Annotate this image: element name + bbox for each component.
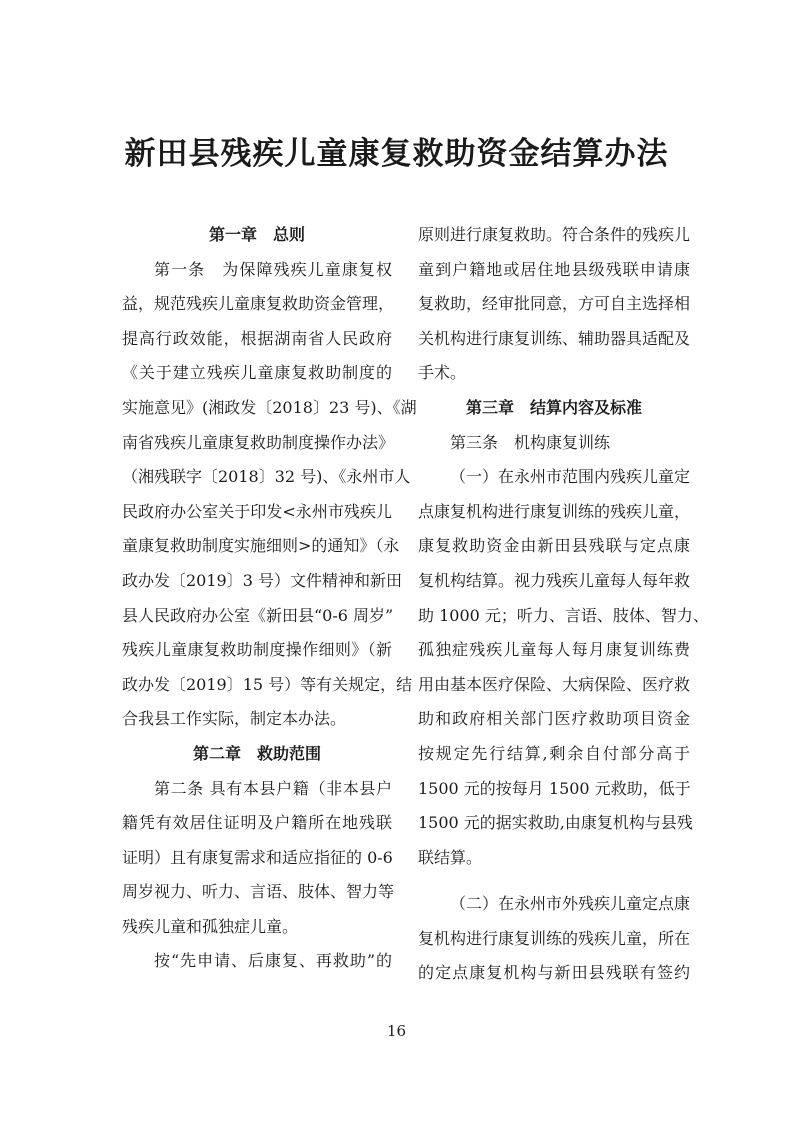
section-heading: 第三条 机构康复训练 <box>450 432 611 452</box>
text-line: 按“先申请、后康复、再救助”的 <box>154 951 392 971</box>
text-line: 孤独症残疾儿童每人每月康复训练费 <box>418 640 690 660</box>
text-line: 《关于建立残疾儿童康复救助制度的 <box>122 363 392 383</box>
text-line: 民政府办公室关于印发<永州市残疾儿 <box>122 501 392 521</box>
text-line: （二）在永州市外残疾儿童定点康 <box>450 894 691 914</box>
section-heading: 第二章 救助范围 <box>192 743 321 763</box>
text-line: 残疾儿童和孤独症儿童。 <box>122 916 299 936</box>
text-line: 复救助，经审批同意，方可自主选择相 <box>418 294 691 314</box>
text-line: 第一条 为保障残疾儿童康复权 <box>154 259 392 279</box>
left-text-column <box>122 218 417 979</box>
text-line: 县人民政府办公室《新田县“0-6 周岁” <box>122 605 394 625</box>
text-line: 籍凭有效居住证明及户籍所在地残联 <box>122 813 392 833</box>
text-line: 实施意见》(湘政发〔2018〕23 号)、《湖 <box>122 397 417 417</box>
text-line: 童到户籍地或居住地县级残联申请康 <box>418 259 690 279</box>
text-line: 政办发〔2019〕15 号）等有关规定，结 <box>122 674 413 694</box>
text-line: 提高行政效能，根据湖南省人民政府 <box>122 328 392 348</box>
text-line: 周岁视力、听力、言语、肢体、智力等 <box>122 882 395 902</box>
text-line: （湘残联字〔2018〕32 号)、《永州市人 <box>122 467 411 487</box>
text-line: 益，规范残疾儿童康复救助资金管理， <box>122 294 395 314</box>
text-line: 南省残疾儿童康复救助制度操作办法》 <box>122 432 395 452</box>
text-line: 第二条 具有本县户籍（非本县户 <box>154 778 392 798</box>
text-line: 证明）且有康复需求和适应指征的 0-6 <box>122 847 393 867</box>
text-line: 1500 元的按每月 1500 元救助，低于 <box>418 778 691 798</box>
text-line: 原则进行康复救助。符合条件的残疾儿 <box>418 225 691 244</box>
text-line: 关机构进行康复训练、辅助器具适配及 <box>418 328 691 348</box>
text-line: 政办发〔2019〕3 号）文件精神和新田 <box>122 570 402 590</box>
text-line: 童康复救助制度实施细则>的通知》（永 <box>122 536 400 556</box>
text-line: 复机构进行康复训练的残疾儿童，所在 <box>418 928 691 948</box>
text-line: 合我县工作实际，制定本办法。 <box>122 709 347 729</box>
text-line: 残疾儿童康复救助制度操作细则》（新 <box>122 640 392 660</box>
text-line: 复机构结算。视力残疾儿童每人每年救 <box>418 570 691 590</box>
section-heading: 第一章 总则 <box>208 225 305 244</box>
paragraph-gap <box>418 875 690 887</box>
text-line: 点康复机构进行康复训练的残疾儿童， <box>418 501 691 521</box>
document-title: 新田县残疾儿童康复救助资金结算办法 <box>124 136 669 172</box>
text-line: （一）在永州市范围内残疾儿童定 <box>450 467 691 487</box>
page-number: 16 <box>386 1022 407 1040</box>
text-line: 助 1000 元；听力、言语、肢体、智力、 <box>418 605 709 625</box>
text-line: 1500 元的据实救助,由康复机构与县残 <box>418 813 693 833</box>
text-line: 按规定先行结算,剩余自付部分高于 <box>418 743 690 763</box>
text-line: 用由基本医疗保险、大病保险、医疗救 <box>418 674 691 694</box>
section-heading: 第三章 结算内容及标准 <box>465 397 642 417</box>
text-line: 手术。 <box>418 363 467 383</box>
right-text-column <box>418 218 709 991</box>
text-line: 联结算。 <box>418 847 483 867</box>
text-line: 康复救助资金由新田县残联与定点康 <box>418 536 690 556</box>
text-line: 助和政府相关部门医疗救助项目资金 <box>418 709 690 729</box>
text-line: 的定点康复机构与新田县残联有签约 <box>418 963 690 983</box>
